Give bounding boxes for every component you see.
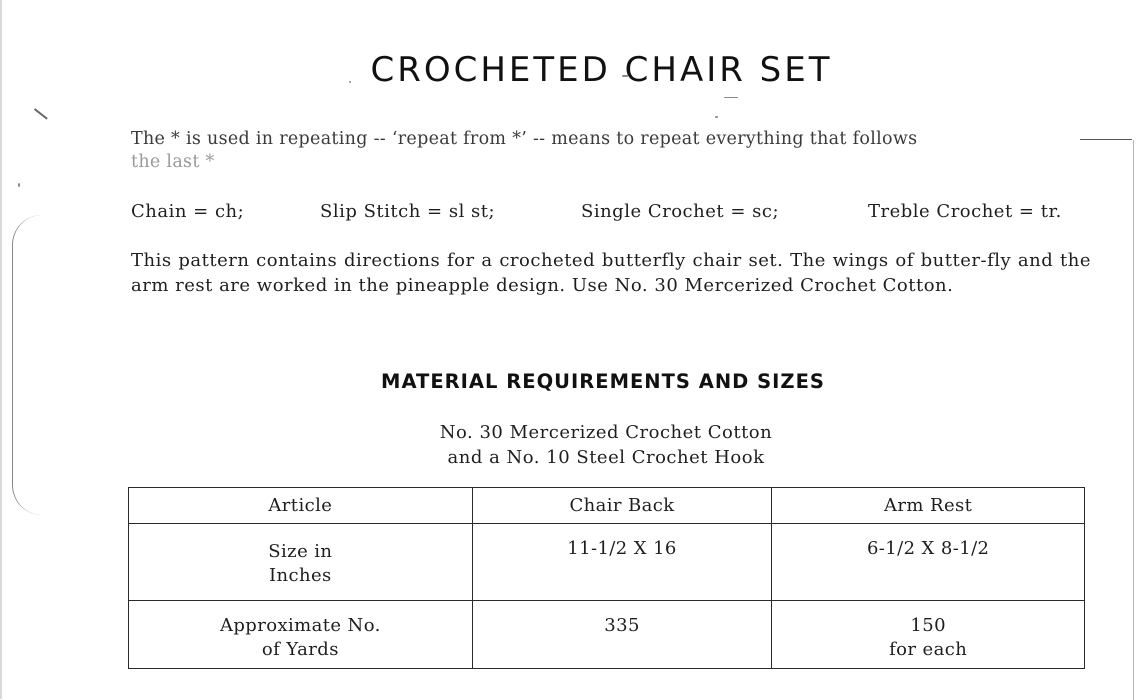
value: 6-1/2 X 8-1/2 <box>866 538 990 559</box>
cell-arm-rest-yards <box>772 601 1085 669</box>
scan-edge-right <box>1133 140 1134 700</box>
abbreviation-slip-stitch: Slip Stitch = sl st; <box>320 201 496 222</box>
intro-line-1: The * is used in repeating -- ‘repeat from *’ -- means to repeat everything that follows <box>131 129 918 149</box>
value: 150 <box>910 615 946 636</box>
scan-speck <box>724 97 738 98</box>
requirements-table <box>128 487 1085 669</box>
label-line: Inches <box>269 565 332 586</box>
scan-speck <box>715 116 718 118</box>
value: 335 <box>604 615 640 636</box>
page-title: CROCHETED CHAIR SET <box>370 49 833 90</box>
table-header-row <box>129 488 1085 524</box>
scan-speck <box>18 183 20 187</box>
cell-chair-back-size <box>472 524 772 601</box>
material-line-2: and a No. 10 Steel Crochet Hook <box>447 446 765 468</box>
header-article: Article <box>129 488 473 524</box>
label-line: of Yards <box>261 639 339 660</box>
intro-line-2: the last * <box>131 152 215 172</box>
header-chair-back: Chair Back <box>472 488 772 524</box>
intro-note <box>131 128 1091 174</box>
abbreviation-chain: Chain = ch; <box>131 201 245 222</box>
value: 11-1/2 X 16 <box>567 538 677 559</box>
header-arm-rest: Arm Rest <box>772 488 1085 524</box>
cell-chair-back-yards <box>472 601 772 669</box>
label-line: Approximate No. <box>219 615 381 636</box>
scan-curve-mark <box>12 215 43 515</box>
table-row <box>129 601 1085 669</box>
material-heading: MATERIAL REQUIREMENTS AND SIZES <box>381 370 825 393</box>
pattern-description: This pattern contains directions for a crocheted butterfly chair set. The wings of butter-fly and the arm rest are worked in the pineapple design. Use No. 30 Mercerized Crochet Cotton. <box>131 250 1091 296</box>
table-row <box>129 524 1085 601</box>
material-line-1: No. 30 Mercerized Crochet Cotton <box>439 422 773 443</box>
row-label-yards <box>129 601 473 669</box>
scan-tick-mark <box>34 108 48 119</box>
label-line: Size in <box>268 541 333 562</box>
scan-edge-left <box>0 0 2 699</box>
row-label-size <box>129 524 473 601</box>
abbreviation-single-crochet: Single Crochet = sc; <box>581 201 780 222</box>
abbreviation-treble-crochet: Treble Crochet = tr. <box>868 201 1062 222</box>
material-list <box>0 421 1140 470</box>
cell-arm-rest-size <box>772 524 1085 601</box>
value-note: for each <box>889 639 968 660</box>
